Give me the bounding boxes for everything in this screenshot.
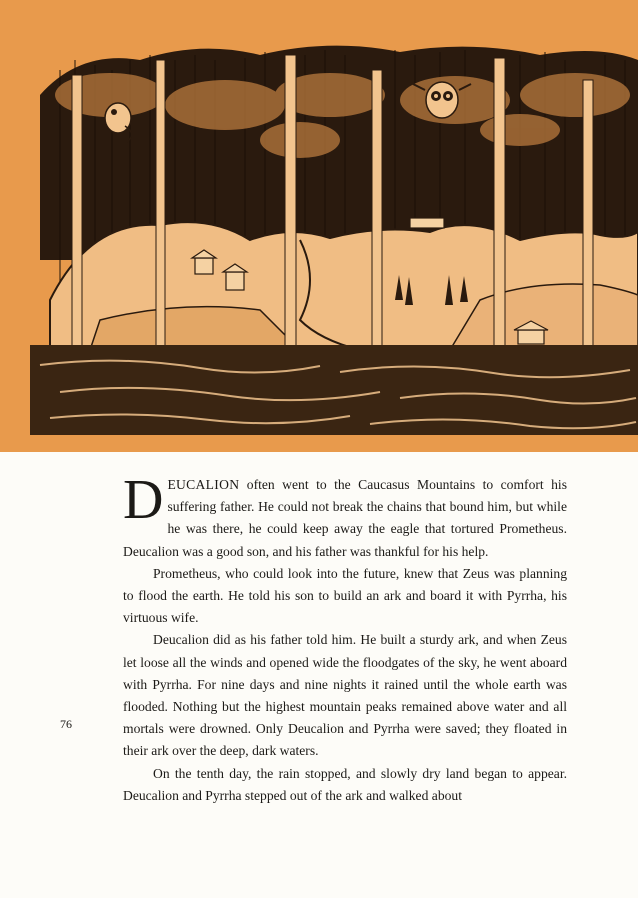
- paragraph-3: Deucalion did as his father told him. He built a sturdy ark, and when Zeus let loose all the winds and opened wide the floodgates of the sky, he went aboard with Pyrrha. For nine days and nine nights it rained until the whole earth was flooded. Nothing but the highest mountain peaks remained above water and all mortals were drowned. Only Deucalion and Pyrrha were saved; they floated in their ark over the deep, dark waters.: [123, 632, 567, 759]
- opening-caps: EUCALION: [167, 477, 240, 492]
- paragraph-1: [123, 469, 567, 563]
- paragraph-4: On the tenth day, the rain stopped, and slowly dry land began to appear. Deucalion and Pyrrha stepped out of the ark and walked about: [123, 765, 567, 803]
- drop-cap: D: [123, 469, 164, 531]
- page-number: 76: [60, 717, 72, 731]
- paragraph-2: Prometheus, who could look into the future, knew that Zeus was planning to flood the earth. He told his son to build an ark and board it with Pyrrha, his virtuous wife.: [123, 565, 567, 626]
- paragraph-1-rest: often went to the Caucasus Mountains to comfort his suffering father. He could not break the chains that bound him, but while he was there, he could keep away the eagle that tortured Prometheus. Deucalion was a good son, and his father was thankful for his help.: [123, 477, 567, 559]
- story-text: [123, 469, 567, 807]
